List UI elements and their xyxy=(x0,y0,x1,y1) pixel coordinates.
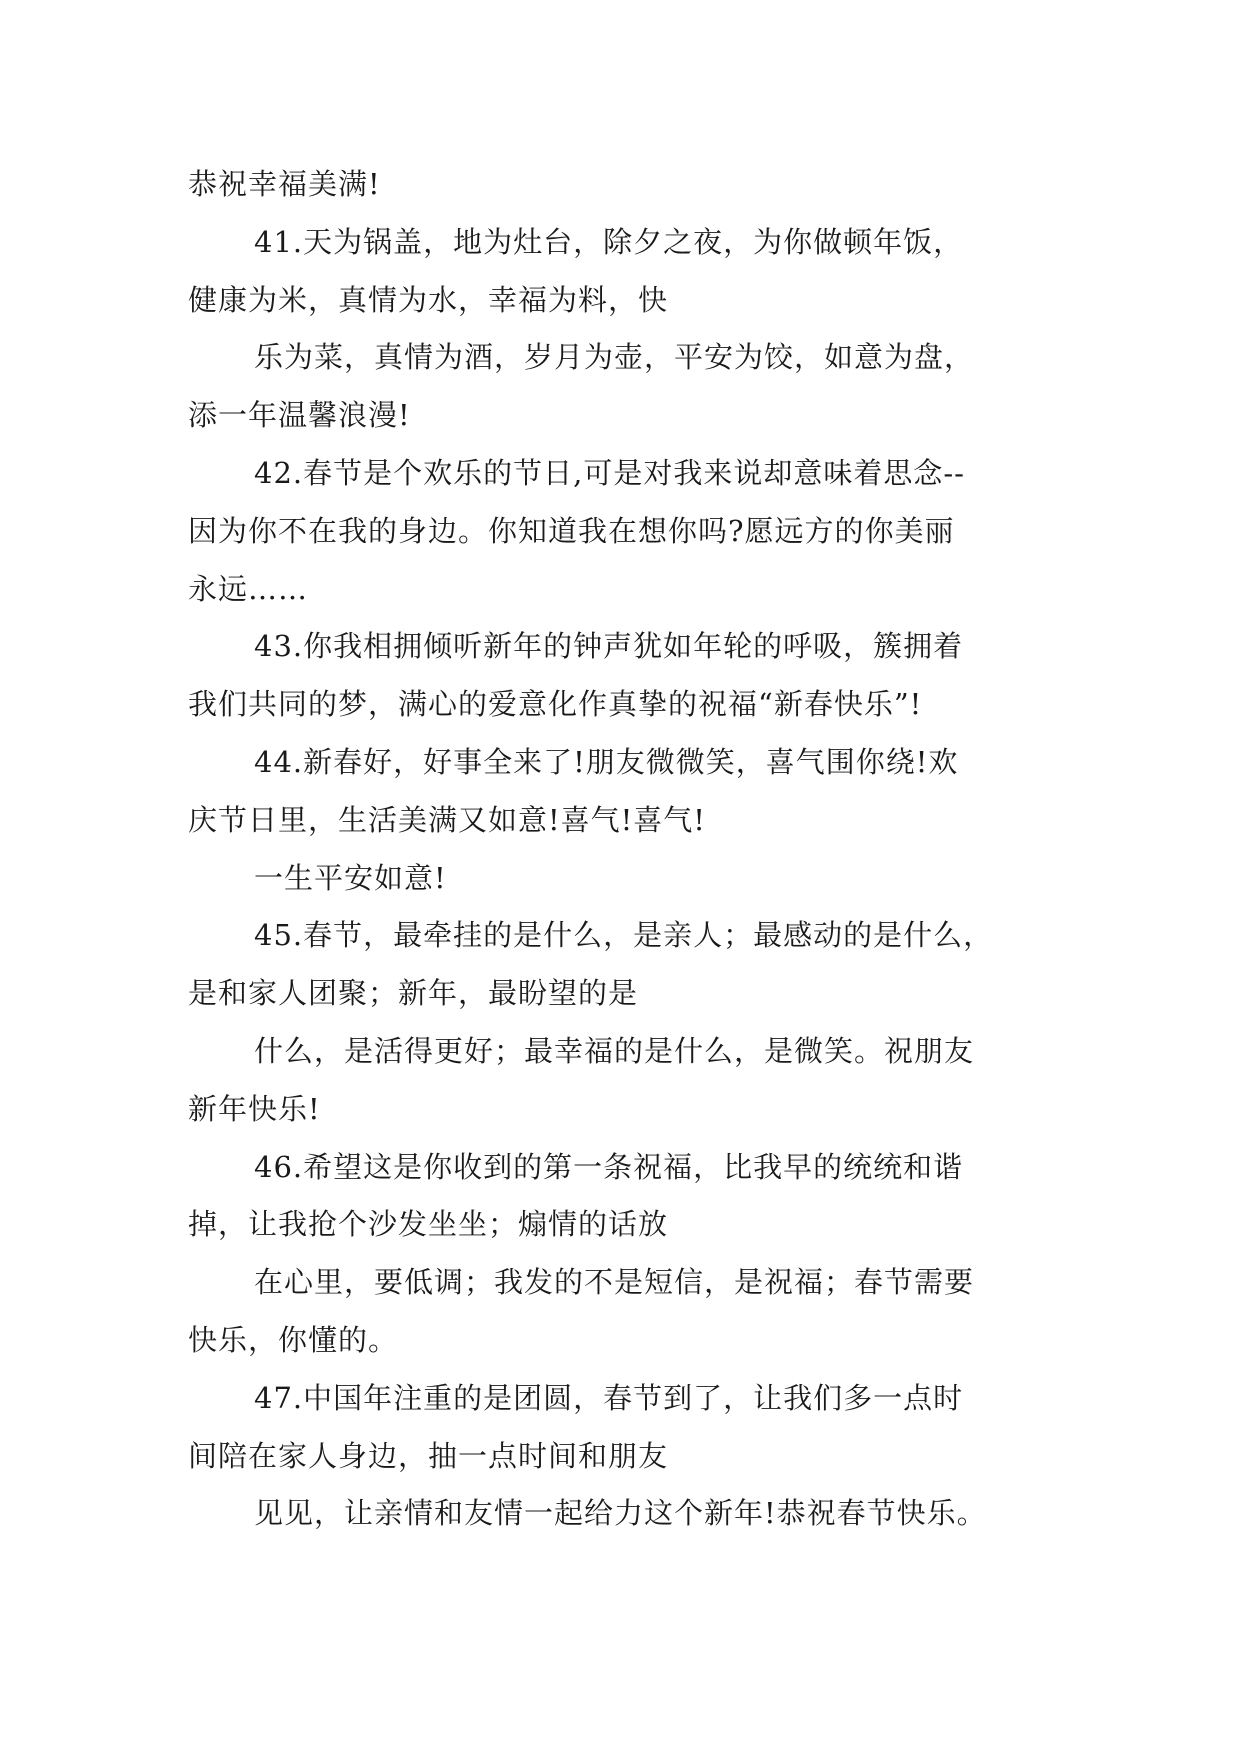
text-line: 庆节日里，生活美满又如意!喜气!喜气! xyxy=(188,802,706,837)
text-line: 永远…… xyxy=(188,571,309,606)
text-line: 乐为菜，真情为酒，岁月为壶，平安为饺，如意为盘， xyxy=(254,340,975,375)
text-line: 添一年温馨浪漫! xyxy=(188,398,411,433)
text-line: 45.春节，最牵挂的是什么，是亲人；最感动的是什么， xyxy=(254,918,994,953)
text-body xyxy=(188,156,1068,1543)
text-line: 什么，是活得更好；最幸福的是什么，是微笑。祝朋友 xyxy=(254,1033,975,1068)
text-line: 是和家人团聚；新年，最盼望的是 xyxy=(188,976,639,1011)
text-line: 掉，让我抢个沙发坐坐；煽情的话放 xyxy=(188,1207,669,1242)
text-line: 我们共同的梦，满心的爱意化作真挚的祝福“新春快乐”! xyxy=(188,687,923,722)
text-line: 一生平安如意! xyxy=(254,860,447,895)
text-line: 41.天为锅盖，地为灶台，除夕之夜，为你做顿年饭， xyxy=(254,224,964,259)
text-line: 健康为米，真情为水，幸福为料，快 xyxy=(188,282,669,317)
text-line: 在心里，要低调；我发的不是短信，是祝福；春节需要 xyxy=(254,1265,975,1300)
text-line: 47.中国年注重的是团圆，春节到了，让我们多一点时 xyxy=(254,1380,964,1415)
text-line: 恭祝幸福美满! xyxy=(188,167,381,201)
text-line: 46.希望这是你收到的第一条祝福，比我早的统统和谐 xyxy=(254,1149,964,1184)
text-line: 新年快乐! xyxy=(188,1091,321,1126)
text-line: 因为你不在我的身边。你知道我在想你吗?愿远方的你美丽 xyxy=(188,513,955,548)
text-line: 快乐，你懂的。 xyxy=(188,1322,399,1357)
text-line: 44.新春好，好事全来了!朋友微微笑，喜气围你绕!欢 xyxy=(254,744,959,779)
text-line: 43.你我相拥倾听新年的钟声犹如年轮的呼吸，簇拥着 xyxy=(254,629,964,664)
text-line: 间陪在家人身边，抽一点时间和朋友 xyxy=(188,1438,669,1473)
text-line: 见见，让亲情和友情一起给力这个新年!恭祝春节快乐。 xyxy=(254,1496,987,1531)
text-line: 42.春节是个欢乐的节日,可是对我来说却意味着思念-- xyxy=(254,455,965,490)
